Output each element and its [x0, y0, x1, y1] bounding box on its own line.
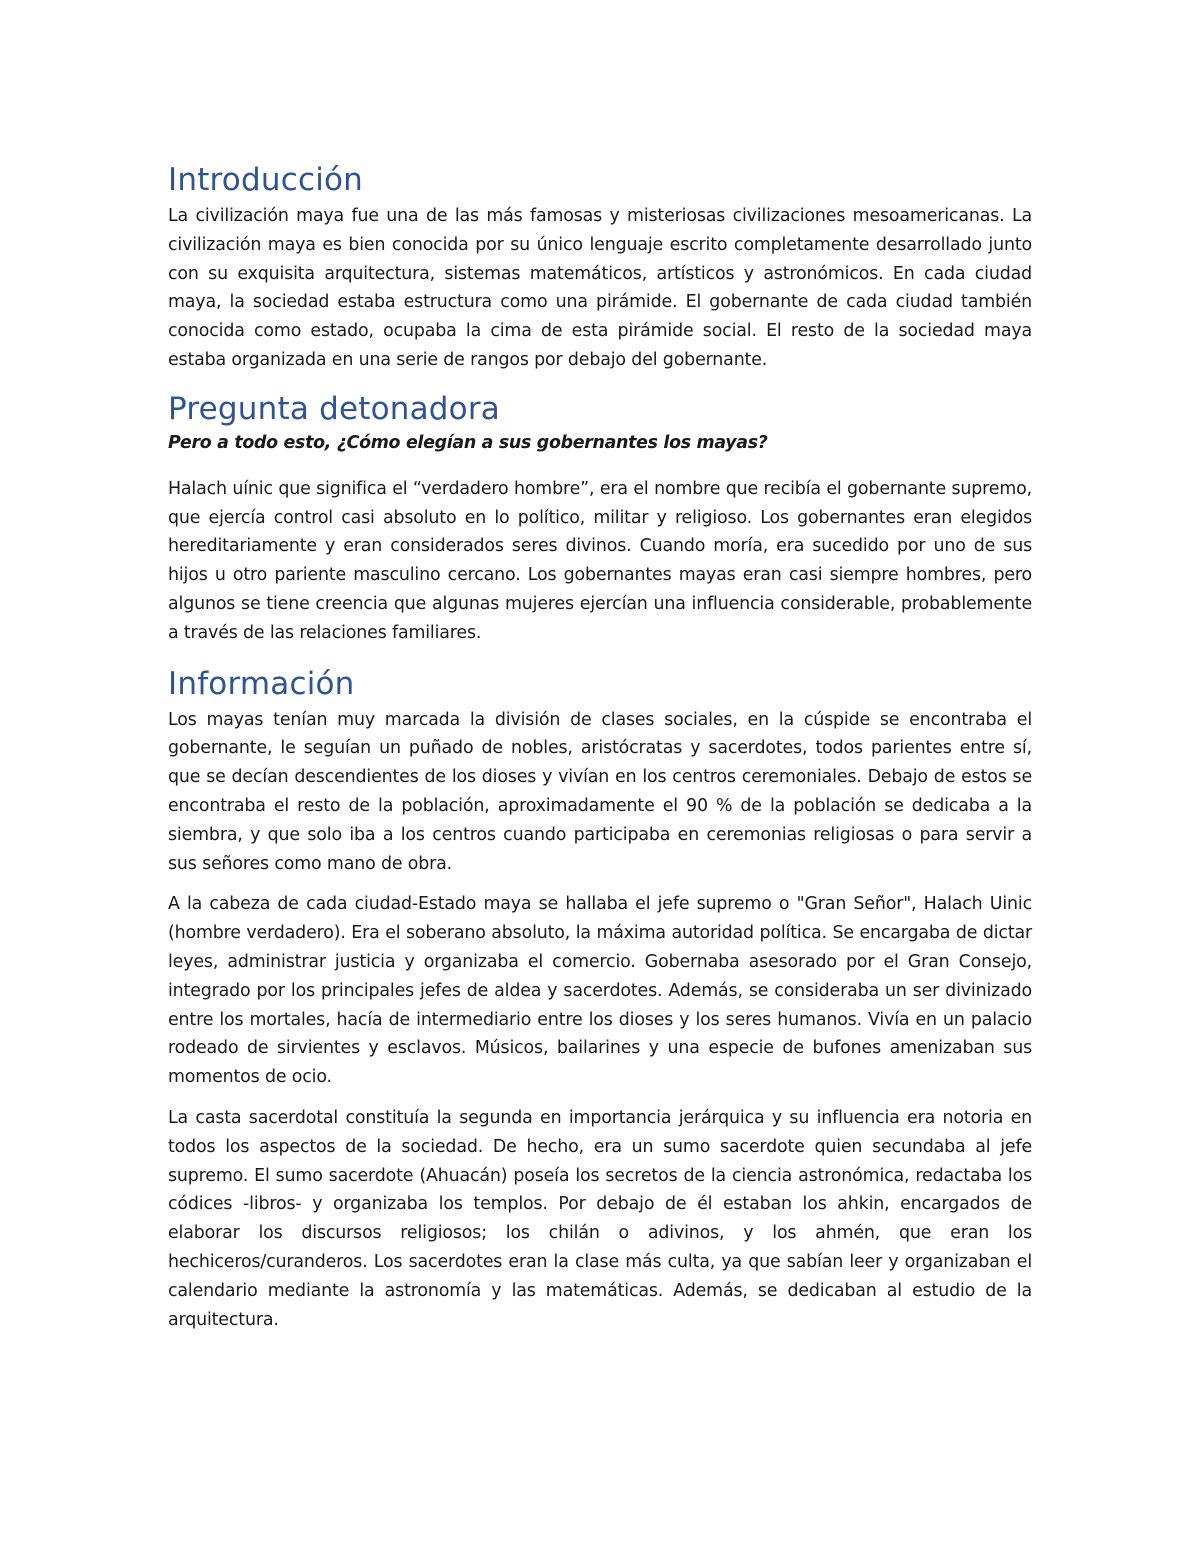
- paragraph-pregunta-detonadora: Halach uínic que significa el “verdadero hombre”, era el nombre que recibía el gobernante supremo, que ejercía control casi absoluto en lo político, militar y religioso. Los gobernantes eran elegidos hereditariamente y eran considerados seres divinos. Cuando moría, era sucedido por uno de sus hijos u otro pariente masculino cercano. Los gobernantes mayas eran casi siempre hombres, pero algunos se tiene creencia que algunas mujeres ejercían una influencia considerable, probablemente a través de las relaciones familiares.: [168, 478, 1032, 643]
- guiding-question: Pero a todo esto, ¿Cómo elegían a sus gobernantes los mayas?: [168, 432, 768, 453]
- section-introduccion: [168, 158, 1032, 375]
- section-heading-pregunta-detonadora: Pregunta detonadora: [168, 390, 500, 427]
- paragraph-informacion-1: Los mayas tenían muy marcada la división de clases sociales, en la cúspide se encontraba el gobernante, le seguían un puñado de nobles, aristócratas y sacerdotes, todos parientes entre sí, que se decían descendientes de los dioses y vivían en los centros ceremoniales. Debajo de estos se encontraba el resto de la población, aproximadamente el 90 % de la población se dedicaba a la siembra, y que solo iba a los centros cuando participaba en ceremonias religiosas o para servir a sus señores como mano de obra.: [168, 709, 1032, 874]
- document-page: [168, 158, 1032, 1346]
- section-heading-introduccion: Introducción: [168, 162, 364, 198]
- paragraph-informacion-3: La casta sacerdotal constituía la segunda en importancia jerárquica y su influencia era notoria en todos los aspectos de la sociedad. De hecho, era un sumo sacerdote quien secundaba al jefe supremo. El sumo sacerdote (Ahuacán) poseía los secretos de la ciencia astronómica, redactaba los códices -libros- y organizaba los templos. Por debajo de él estaban los ahkin, encargados de elaborar los discursos religiosos; los chilán o adivinos, y los ahmén, que eran los hechiceros/curanderos. Los sacerdotes eran la clase más culta, ya que sabían leer y organizaban el calendario mediante la astronomía y las matemáticas. Además, se dedicaban al estudio de la arquitectura.: [168, 1107, 1032, 1330]
- paragraph-informacion-2: A la cabeza de cada ciudad-Estado maya se hallaba el jefe supremo o "Gran Señor", Halach Uinic (hombre verdadero). Era el soberano absoluto, la máxima autoridad política. Se encargaba de dictar leyes, administrar justicia y organizaba el comercio. Gobernaba asesorado por el Gran Consejo, integrado por los principales jefes de aldea y sacerdotes. Además, se consideraba un ser divinizado entre los mortales, hacía de intermediario entre los dioses y los seres humanos. Vivía en un palacio rodeado de sirvientes y esclavos. Músicos, bailarines y una especie de bufones amenizaban sus momentos de ocio.: [168, 894, 1032, 1088]
- section-pregunta-detonadora: [168, 387, 1032, 648]
- section-informacion: [168, 662, 1032, 1335]
- paragraph-introduccion: La civilización maya fue una de las más famosas y misteriosas civilizaciones mesoamericanas. La civilización maya es bien conocida por su único lenguaje escrito completamente desarrollado junto con su exquisita arquitectura, sistemas matemáticos, artísticos y astronómicos. En cada ciudad maya, la sociedad estaba estructura como una pirámide. El gobernante de cada ciudad también conocida como estado, ocupaba la cima de esta pirámide social. El resto de la sociedad maya estaba organizada en una serie de rangos por debajo del gobernante.: [168, 206, 1032, 370]
- section-heading-informacion: Información: [168, 665, 355, 702]
